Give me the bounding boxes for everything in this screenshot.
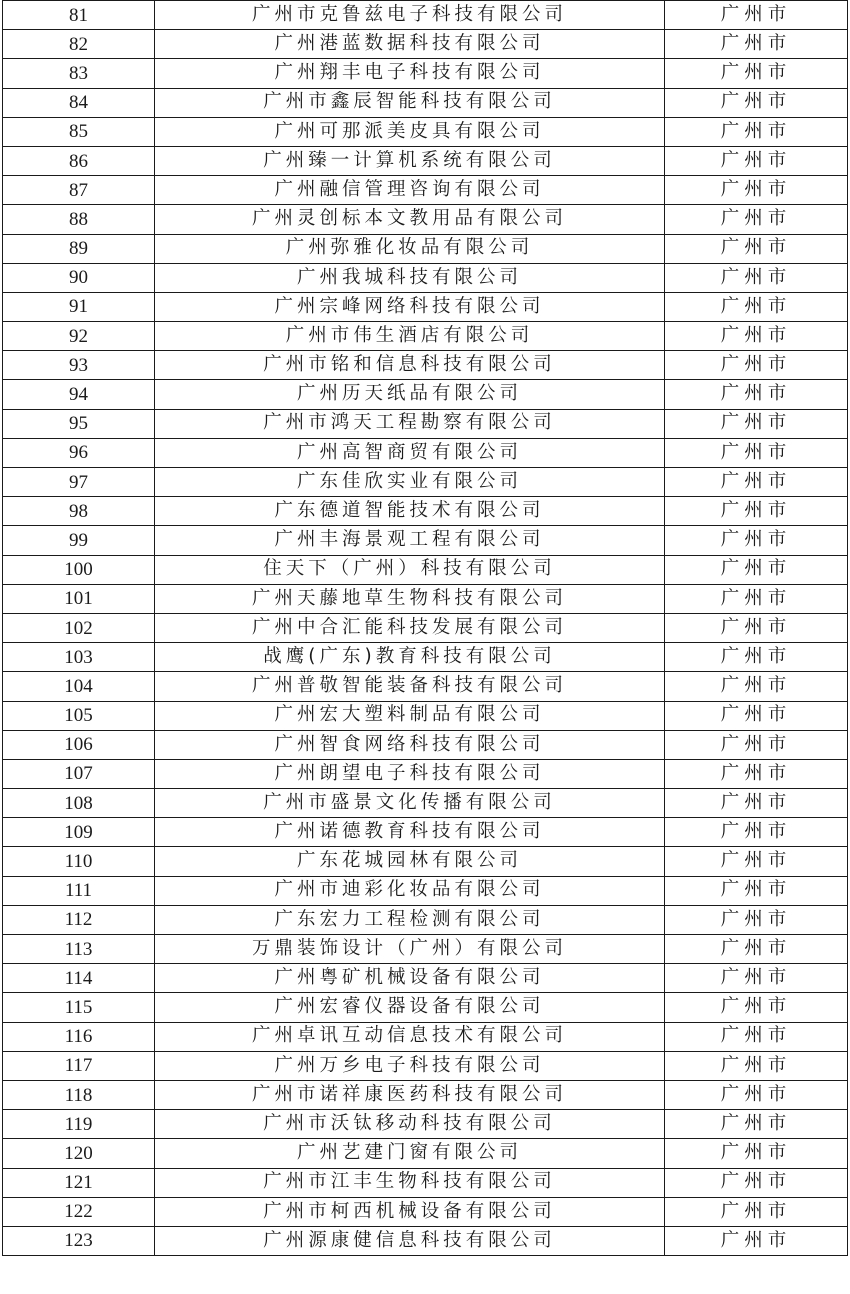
table-row xyxy=(3,1080,848,1109)
row-number: 89 xyxy=(3,234,155,263)
company-name: 广州宏大塑料制品有限公司 xyxy=(155,701,665,730)
row-number: 94 xyxy=(3,380,155,409)
table-row xyxy=(3,759,848,788)
table-row xyxy=(3,468,848,497)
table-row xyxy=(3,351,848,380)
city-name: 广州市 xyxy=(665,555,848,584)
table-row xyxy=(3,730,848,759)
company-name: 广州市鸿天工程勘察有限公司 xyxy=(155,409,665,438)
city-name: 广州市 xyxy=(665,1168,848,1197)
row-number: 86 xyxy=(3,146,155,175)
row-number: 85 xyxy=(3,117,155,146)
row-number: 104 xyxy=(3,672,155,701)
company-name: 广州我城科技有限公司 xyxy=(155,263,665,292)
city-name: 广州市 xyxy=(665,584,848,613)
row-number: 88 xyxy=(3,205,155,234)
row-number: 106 xyxy=(3,730,155,759)
city-name: 广州市 xyxy=(665,88,848,117)
company-name: 广州朗望电子科技有限公司 xyxy=(155,759,665,788)
city-name: 广州市 xyxy=(665,613,848,642)
table-row xyxy=(3,1,848,30)
city-name: 广州市 xyxy=(665,643,848,672)
row-number: 93 xyxy=(3,351,155,380)
company-name: 广州中合汇能科技发展有限公司 xyxy=(155,613,665,642)
row-number: 120 xyxy=(3,1139,155,1168)
company-name: 广州市柯西机械设备有限公司 xyxy=(155,1197,665,1226)
city-name: 广州市 xyxy=(665,672,848,701)
company-name: 住天下（广州）科技有限公司 xyxy=(155,555,665,584)
city-name: 广州市 xyxy=(665,935,848,964)
table-row xyxy=(3,555,848,584)
table-row xyxy=(3,322,848,351)
city-name: 广州市 xyxy=(665,876,848,905)
city-name: 广州市 xyxy=(665,993,848,1022)
company-name: 广州市沃钛移动科技有限公司 xyxy=(155,1110,665,1139)
row-number: 82 xyxy=(3,30,155,59)
row-number: 101 xyxy=(3,584,155,613)
city-name: 广州市 xyxy=(665,1022,848,1051)
company-name: 广东德道智能技术有限公司 xyxy=(155,497,665,526)
city-name: 广州市 xyxy=(665,409,848,438)
row-number: 114 xyxy=(3,964,155,993)
company-name: 广州市克鲁兹电子科技有限公司 xyxy=(155,1,665,30)
table-row xyxy=(3,993,848,1022)
city-name: 广州市 xyxy=(665,526,848,555)
company-name: 广州市江丰生物科技有限公司 xyxy=(155,1168,665,1197)
table-row xyxy=(3,964,848,993)
company-name: 广州市迪彩化妆品有限公司 xyxy=(155,876,665,905)
row-number: 117 xyxy=(3,1051,155,1080)
company-name: 广州港蓝数据科技有限公司 xyxy=(155,30,665,59)
row-number: 116 xyxy=(3,1022,155,1051)
table-row xyxy=(3,30,848,59)
table-row xyxy=(3,1139,848,1168)
city-name: 广州市 xyxy=(665,964,848,993)
company-list-table xyxy=(2,0,848,1256)
table-row xyxy=(3,643,848,672)
company-name: 广州市伟生酒店有限公司 xyxy=(155,322,665,351)
table-row xyxy=(3,1110,848,1139)
row-number: 105 xyxy=(3,701,155,730)
city-name: 广州市 xyxy=(665,759,848,788)
table-row xyxy=(3,292,848,321)
table-row xyxy=(3,584,848,613)
row-number: 96 xyxy=(3,438,155,467)
table-row xyxy=(3,1168,848,1197)
table-row xyxy=(3,701,848,730)
row-number: 102 xyxy=(3,613,155,642)
company-list-table-wrapper xyxy=(2,0,847,1256)
city-name: 广州市 xyxy=(665,205,848,234)
company-name: 广州丰海景观工程有限公司 xyxy=(155,526,665,555)
city-name: 广州市 xyxy=(665,438,848,467)
company-name: 广州诺德教育科技有限公司 xyxy=(155,818,665,847)
company-name: 广州市盛景文化传播有限公司 xyxy=(155,789,665,818)
company-name: 广州灵创标本文教用品有限公司 xyxy=(155,205,665,234)
company-name: 广州市铭和信息科技有限公司 xyxy=(155,351,665,380)
city-name: 广州市 xyxy=(665,1197,848,1226)
table-row xyxy=(3,818,848,847)
row-number: 109 xyxy=(3,818,155,847)
row-number: 87 xyxy=(3,176,155,205)
table-row xyxy=(3,1022,848,1051)
company-name: 广州翔丰电子科技有限公司 xyxy=(155,59,665,88)
city-name: 广州市 xyxy=(665,497,848,526)
company-name: 广州粤矿机械设备有限公司 xyxy=(155,964,665,993)
row-number: 113 xyxy=(3,935,155,964)
company-name: 广州可那派美皮具有限公司 xyxy=(155,117,665,146)
city-name: 广州市 xyxy=(665,905,848,934)
city-name: 广州市 xyxy=(665,263,848,292)
company-name: 广州智食网络科技有限公司 xyxy=(155,730,665,759)
row-number: 118 xyxy=(3,1080,155,1109)
company-name: 广东宏力工程检测有限公司 xyxy=(155,905,665,934)
city-name: 广州市 xyxy=(665,146,848,175)
table-row xyxy=(3,205,848,234)
company-name: 广州艺建门窗有限公司 xyxy=(155,1139,665,1168)
company-name: 广州源康健信息科技有限公司 xyxy=(155,1226,665,1255)
company-name: 万鼎装饰设计（广州）有限公司 xyxy=(155,935,665,964)
city-name: 广州市 xyxy=(665,789,848,818)
company-list-body xyxy=(3,1,848,1256)
table-row xyxy=(3,613,848,642)
company-name: 广州高智商贸有限公司 xyxy=(155,438,665,467)
table-row xyxy=(3,847,848,876)
company-name: 广州弥雅化妆品有限公司 xyxy=(155,234,665,263)
city-name: 广州市 xyxy=(665,351,848,380)
row-number: 98 xyxy=(3,497,155,526)
city-name: 广州市 xyxy=(665,322,848,351)
company-name: 广州臻一计算机系统有限公司 xyxy=(155,146,665,175)
row-number: 81 xyxy=(3,1,155,30)
city-name: 广州市 xyxy=(665,1080,848,1109)
company-name: 广州卓讯互动信息技术有限公司 xyxy=(155,1022,665,1051)
row-number: 115 xyxy=(3,993,155,1022)
table-row xyxy=(3,497,848,526)
row-number: 112 xyxy=(3,905,155,934)
city-name: 广州市 xyxy=(665,292,848,321)
table-row xyxy=(3,438,848,467)
company-name: 广州市诺祥康医药科技有限公司 xyxy=(155,1080,665,1109)
company-name: 广州历天纸品有限公司 xyxy=(155,380,665,409)
company-name: 战鹰(广东)教育科技有限公司 xyxy=(155,643,665,672)
table-row xyxy=(3,935,848,964)
row-number: 108 xyxy=(3,789,155,818)
city-name: 广州市 xyxy=(665,59,848,88)
table-row xyxy=(3,1226,848,1255)
city-name: 广州市 xyxy=(665,818,848,847)
city-name: 广州市 xyxy=(665,468,848,497)
table-row xyxy=(3,176,848,205)
row-number: 95 xyxy=(3,409,155,438)
company-name: 广州市鑫辰智能科技有限公司 xyxy=(155,88,665,117)
row-number: 123 xyxy=(3,1226,155,1255)
table-row xyxy=(3,526,848,555)
city-name: 广州市 xyxy=(665,30,848,59)
row-number: 107 xyxy=(3,759,155,788)
table-row xyxy=(3,1051,848,1080)
table-row xyxy=(3,876,848,905)
table-row xyxy=(3,672,848,701)
company-name: 广州宏睿仪器设备有限公司 xyxy=(155,993,665,1022)
company-name: 广东花城园林有限公司 xyxy=(155,847,665,876)
table-row xyxy=(3,146,848,175)
company-name: 广东佳欣实业有限公司 xyxy=(155,468,665,497)
city-name: 广州市 xyxy=(665,176,848,205)
company-name: 广州万乡电子科技有限公司 xyxy=(155,1051,665,1080)
company-name: 广州宗峰网络科技有限公司 xyxy=(155,292,665,321)
city-name: 广州市 xyxy=(665,1139,848,1168)
row-number: 119 xyxy=(3,1110,155,1139)
table-row xyxy=(3,88,848,117)
company-name: 广州融信管理咨询有限公司 xyxy=(155,176,665,205)
row-number: 103 xyxy=(3,643,155,672)
city-name: 广州市 xyxy=(665,1226,848,1255)
row-number: 110 xyxy=(3,847,155,876)
city-name: 广州市 xyxy=(665,847,848,876)
table-row xyxy=(3,117,848,146)
row-number: 90 xyxy=(3,263,155,292)
city-name: 广州市 xyxy=(665,380,848,409)
company-name: 广州普敬智能装备科技有限公司 xyxy=(155,672,665,701)
table-row xyxy=(3,263,848,292)
table-row xyxy=(3,409,848,438)
row-number: 83 xyxy=(3,59,155,88)
row-number: 121 xyxy=(3,1168,155,1197)
row-number: 122 xyxy=(3,1197,155,1226)
row-number: 97 xyxy=(3,468,155,497)
table-row xyxy=(3,1197,848,1226)
city-name: 广州市 xyxy=(665,1,848,30)
row-number: 100 xyxy=(3,555,155,584)
table-row xyxy=(3,234,848,263)
table-row xyxy=(3,380,848,409)
row-number: 84 xyxy=(3,88,155,117)
city-name: 广州市 xyxy=(665,1051,848,1080)
row-number: 92 xyxy=(3,322,155,351)
row-number: 99 xyxy=(3,526,155,555)
table-row xyxy=(3,59,848,88)
table-row xyxy=(3,905,848,934)
table-row xyxy=(3,789,848,818)
city-name: 广州市 xyxy=(665,234,848,263)
city-name: 广州市 xyxy=(665,1110,848,1139)
city-name: 广州市 xyxy=(665,701,848,730)
row-number: 91 xyxy=(3,292,155,321)
city-name: 广州市 xyxy=(665,117,848,146)
city-name: 广州市 xyxy=(665,730,848,759)
row-number: 111 xyxy=(3,876,155,905)
company-name: 广州天藤地草生物科技有限公司 xyxy=(155,584,665,613)
